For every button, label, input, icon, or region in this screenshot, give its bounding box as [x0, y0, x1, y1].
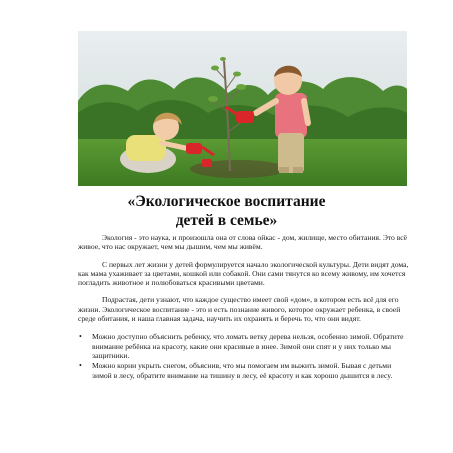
list-item [79, 332, 411, 360]
bullet-icon: • [79, 361, 82, 371]
list-item [79, 361, 411, 380]
title-line-2: детей в семье» [175, 212, 278, 229]
paragraph-ecology-definition: Экология - это наука, и произошла она от слова ойкас - дом, жилище, место обитания. Это всё живое, что нас окружает, чем мы дышим, чем мы живём. [78, 233, 408, 252]
list-item-text: Можно доступно объяснить ребенку, что ломать ветку дерева нельзя, особенно зимой. Обратите внимание ребёнка на красоту, какие они красивые в инее. Зимой они спят и у них только мы защитники. [92, 332, 404, 360]
document-body [78, 233, 411, 381]
list-item-text: Можно корни укрыть снегом, объяснив, что мы помогаем им выжить зимой. Бывая с детьми зимой в лесу, обратите внимание на тишину в лесу, её красоту и как хорошо дышится в лесу. [92, 361, 393, 380]
tips-list [78, 332, 411, 379]
paragraph-upbringing: Подрастая, дети узнают, что каждое существо имеет свой «дом», в котором есть всё для его жизни. Экологическое воспитание - это и есть познание живого, которое окружает ребенка, в своей среде обитания, и наша главная задача, научить их охранять и беречь то, что они видят. [78, 295, 401, 324]
paragraph-early-culture: С первых лет жизни у детей формулируется начало экологической культуры. Дети видят дома, как мама ухаживает за цветами, кошкой или собакой. Они сами тянутся ко всему живому, им хочется погладить животное и полюбоваться красивыми цветами. [78, 259, 409, 288]
title-line-1: «Экологическое воспитание [127, 193, 326, 210]
bullet-icon: • [79, 332, 82, 342]
photo-children-planting-tree [78, 31, 407, 186]
document-title [40, 192, 413, 230]
